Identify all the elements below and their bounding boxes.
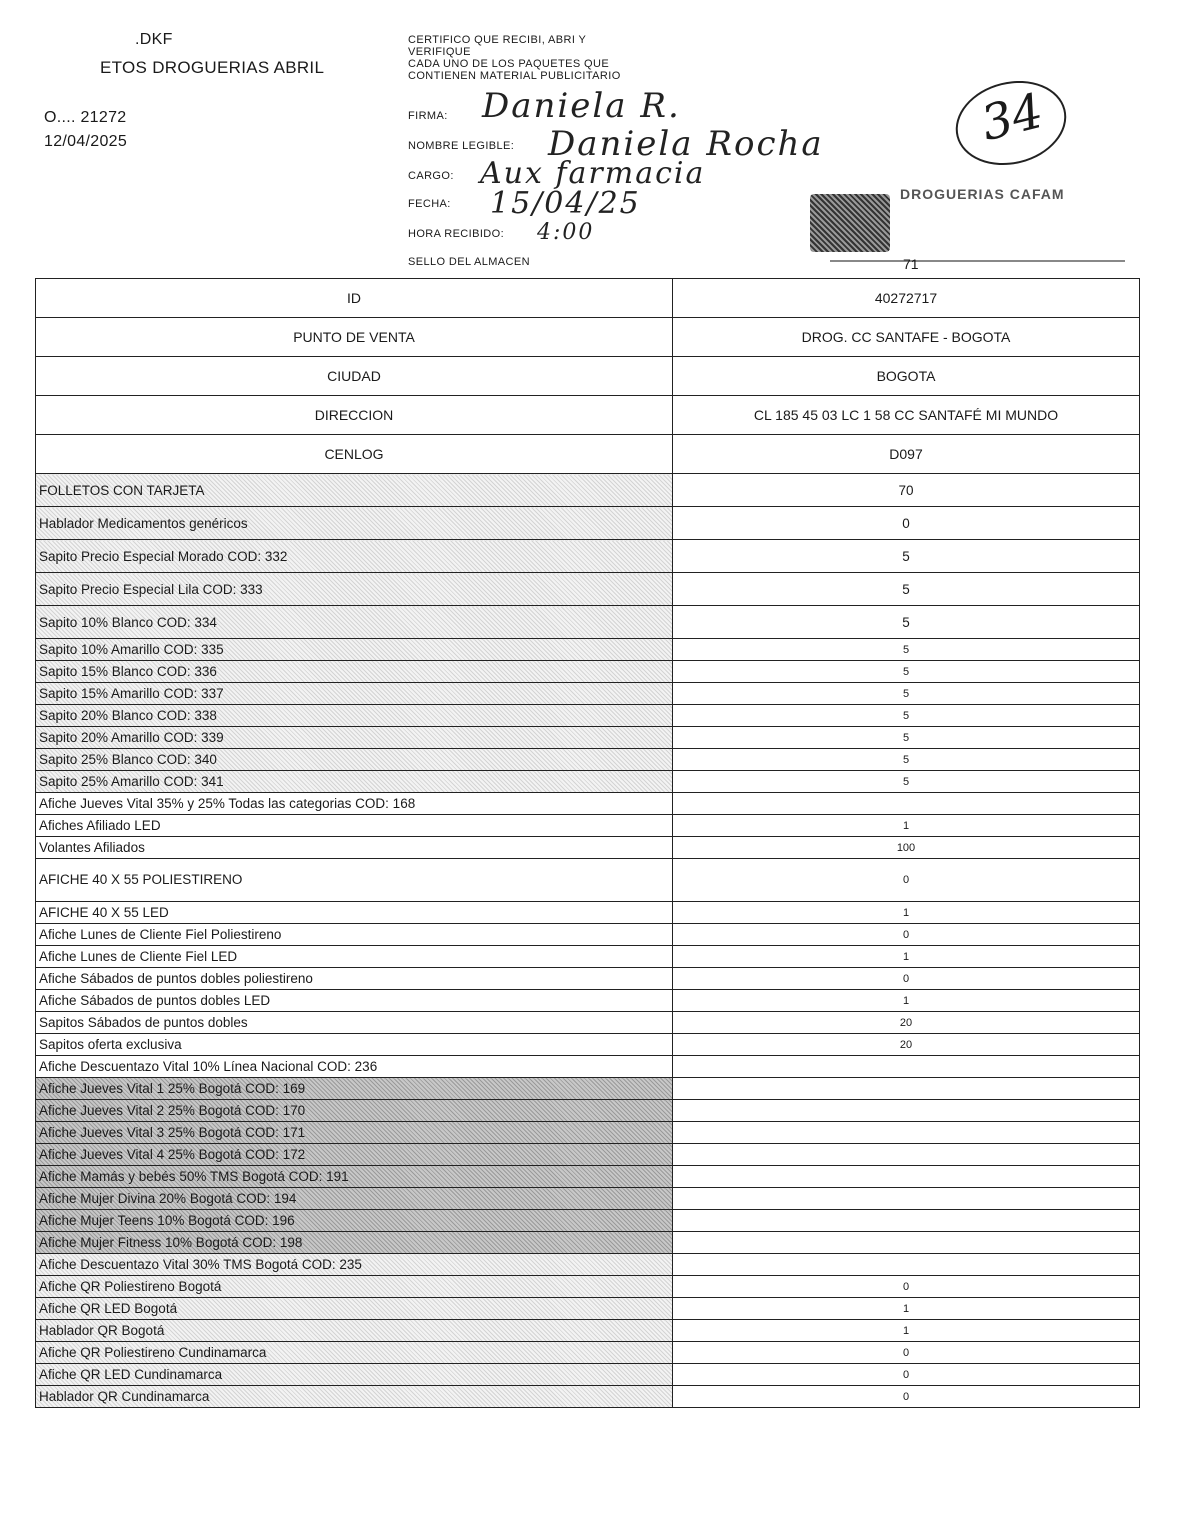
nombre-handwritten: Daniela Rocha: [548, 124, 824, 164]
row-label: Afiche Jueves Vital 4 25% Bogotá COD: 172: [36, 1144, 673, 1166]
cert-line: VERIFIQUE: [408, 46, 471, 58]
row-value: 0: [673, 1276, 1140, 1298]
row-label: ID: [36, 279, 673, 318]
row-value: [673, 1100, 1140, 1122]
row-value: 5: [673, 749, 1140, 771]
table-row: [36, 727, 1140, 749]
row-value: 20: [673, 1012, 1140, 1034]
firma-signature: Daniela R.: [482, 86, 681, 126]
cargo-handwritten: Aux farmacia: [480, 156, 706, 191]
row-label: Sapito 20% Blanco COD: 338: [36, 705, 673, 727]
row-label: Hablador Medicamentos genéricos: [36, 507, 673, 540]
row-value: 1: [673, 902, 1140, 924]
cargo-label: CARGO:: [408, 170, 454, 182]
row-label: Sapito 10% Amarillo COD: 335: [36, 639, 673, 661]
row-value: 5: [673, 661, 1140, 683]
row-label: AFICHE 40 X 55 POLIESTIRENO: [36, 859, 673, 902]
row-label: CIUDAD: [36, 357, 673, 396]
row-value: 1: [673, 946, 1140, 968]
row-value: 0: [673, 968, 1140, 990]
row-value: 0: [673, 1364, 1140, 1386]
table-row: [36, 924, 1140, 946]
row-label: Sapito 20% Amarillo COD: 339: [36, 727, 673, 749]
table-row: [36, 606, 1140, 639]
row-label: Afiche Jueves Vital 1 25% Bogotá COD: 169: [36, 1078, 673, 1100]
nombre-label: NOMBRE LEGIBLE:: [408, 140, 515, 152]
stamp-line: [830, 260, 1125, 262]
row-value: 5: [673, 771, 1140, 793]
table-row: [36, 1012, 1140, 1034]
cert-line: CADA UNO DE LOS PAQUETES QUE: [408, 58, 610, 70]
stamp-number: 71: [903, 256, 919, 272]
table-row: [36, 1122, 1140, 1144]
table-row: [36, 1144, 1140, 1166]
table-row: [36, 573, 1140, 606]
cert-line: CERTIFICO QUE RECIBI, ABRI Y: [408, 34, 587, 46]
row-label: Sapito 15% Blanco COD: 336: [36, 661, 673, 683]
row-value: 5: [673, 639, 1140, 661]
table-row: [36, 859, 1140, 902]
fecha-label: FECHA:: [408, 198, 451, 210]
store-stamp: [800, 180, 1130, 290]
row-value: 5: [673, 683, 1140, 705]
order-number: O.... 21272: [44, 109, 127, 126]
row-label: Hablador QR Bogotá: [36, 1320, 673, 1342]
table-row: [36, 1166, 1140, 1188]
table-row: [36, 279, 1140, 318]
table-row: [36, 435, 1140, 474]
row-value: DROG. CC SANTAFE - BOGOTA: [673, 318, 1140, 357]
table-row: [36, 1386, 1140, 1408]
row-label: FOLLETOS CON TARJETA: [36, 474, 673, 507]
firma-label: FIRMA:: [408, 110, 448, 122]
row-value: 5: [673, 540, 1140, 573]
table-row: [36, 474, 1140, 507]
table-row: [36, 837, 1140, 859]
row-value: 5: [673, 727, 1140, 749]
delivery-table: [35, 278, 1140, 1408]
row-value: 5: [673, 705, 1140, 727]
row-value: 20: [673, 1034, 1140, 1056]
table-row: [36, 1342, 1140, 1364]
row-value: [673, 1254, 1140, 1276]
table-row: [36, 540, 1140, 573]
table-row: [36, 683, 1140, 705]
certificate-text: [408, 34, 708, 82]
row-value: [673, 1188, 1140, 1210]
row-label: Afiche Lunes de Cliente Fiel LED: [36, 946, 673, 968]
table-row: [36, 1100, 1140, 1122]
row-label: Sapito Precio Especial Lila COD: 333: [36, 573, 673, 606]
table-row: [36, 1210, 1140, 1232]
row-label: Hablador QR Cundinamarca: [36, 1386, 673, 1408]
header-title: ETOS DROGUERIAS ABRIL: [100, 58, 325, 77]
stamp-logo-icon: [810, 194, 890, 252]
table-row: [36, 1056, 1140, 1078]
hora-label: HORA RECIBIDO:: [408, 228, 505, 240]
row-label: Afiche QR LED Cundinamarca: [36, 1364, 673, 1386]
table-row: [36, 1364, 1140, 1386]
row-label: CENLOG: [36, 435, 673, 474]
row-label: Afiche Jueves Vital 3 25% Bogotá COD: 171: [36, 1122, 673, 1144]
table-row: [36, 771, 1140, 793]
row-value: 0: [673, 1386, 1140, 1408]
row-value: [673, 1166, 1140, 1188]
row-label: Afiche Sábados de puntos dobles poliestireno: [36, 968, 673, 990]
row-value: 5: [673, 573, 1140, 606]
table-row: [36, 1298, 1140, 1320]
table-row: [36, 1232, 1140, 1254]
row-value: BOGOTA: [673, 357, 1140, 396]
row-value: [673, 1210, 1140, 1232]
row-label: AFICHE 40 X 55 LED: [36, 902, 673, 924]
table-row: [36, 396, 1140, 435]
cert-line: CONTIENEN MATERIAL PUBLICITARIO: [408, 70, 621, 82]
row-value: [673, 793, 1140, 815]
row-value: 0: [673, 859, 1140, 902]
row-value: [673, 1122, 1140, 1144]
row-label: Volantes Afiliados: [36, 837, 673, 859]
hora-handwritten: 4:00: [537, 220, 595, 245]
row-value: [673, 1078, 1140, 1100]
row-label: PUNTO DE VENTA: [36, 318, 673, 357]
table-row: [36, 1276, 1140, 1298]
row-label: Afiche Mujer Divina 20% Bogotá COD: 194: [36, 1188, 673, 1210]
table-row: [36, 990, 1140, 1012]
row-label: Afiche QR Poliestireno Bogotá: [36, 1276, 673, 1298]
row-label: Afiche Mujer Fitness 10% Bogotá COD: 198: [36, 1232, 673, 1254]
table-row: [36, 1188, 1140, 1210]
circled-number: [947, 70, 1076, 177]
row-value: 0: [673, 1342, 1140, 1364]
table-row: [36, 661, 1140, 683]
row-label: Afiche Sábados de puntos dobles LED: [36, 990, 673, 1012]
row-label: Sapito Precio Especial Morado COD: 332: [36, 540, 673, 573]
row-label: Sapito 15% Amarillo COD: 337: [36, 683, 673, 705]
row-value: 1: [673, 990, 1140, 1012]
row-label: Sapitos Sábados de puntos dobles: [36, 1012, 673, 1034]
table-row: [36, 357, 1140, 396]
row-value: 5: [673, 606, 1140, 639]
row-label: Afiches Afiliado LED: [36, 815, 673, 837]
row-label: Sapito 25% Blanco COD: 340: [36, 749, 673, 771]
table-row: [36, 793, 1140, 815]
fecha-handwritten: 15/04/25: [490, 186, 641, 221]
row-value: D097: [673, 435, 1140, 474]
table-row: [36, 946, 1140, 968]
row-value: 1: [673, 1320, 1140, 1342]
row-label: Sapitos oferta exclusiva: [36, 1034, 673, 1056]
table-row: [36, 902, 1140, 924]
table-row: [36, 749, 1140, 771]
row-label: Afiche Jueves Vital 35% y 25% Todas las categorias COD: 168: [36, 793, 673, 815]
table-row: [36, 1078, 1140, 1100]
row-label: Afiche Descuentazo Vital 10% Línea Nacional COD: 236: [36, 1056, 673, 1078]
row-value: CL 185 45 03 LC 1 58 CC SANTAFÉ MI MUNDO: [673, 396, 1140, 435]
row-label: Afiche Jueves Vital 2 25% Bogotá COD: 170: [36, 1100, 673, 1122]
table-row: [36, 1320, 1140, 1342]
table-row: [36, 815, 1140, 837]
row-value: 40272717: [673, 279, 1140, 318]
row-label: Afiche Mujer Teens 10% Bogotá COD: 196: [36, 1210, 673, 1232]
table-row: [36, 318, 1140, 357]
row-label: Sapito 25% Amarillo COD: 341: [36, 771, 673, 793]
row-label: Afiche Mamás y bebés 50% TMS Bogotá COD: 191: [36, 1166, 673, 1188]
table-row: [36, 639, 1140, 661]
table-row: [36, 1254, 1140, 1276]
circled-number-text: 34: [975, 82, 1049, 153]
row-label: DIRECCION: [36, 396, 673, 435]
row-value: 100: [673, 837, 1140, 859]
row-value: 0: [673, 507, 1140, 540]
row-value: 70: [673, 474, 1140, 507]
table-row: [36, 1034, 1140, 1056]
table-row: [36, 968, 1140, 990]
header-line1: .DKF: [135, 31, 173, 48]
row-value: [673, 1056, 1140, 1078]
row-label: Afiche QR LED Bogotá: [36, 1298, 673, 1320]
table-row: [36, 507, 1140, 540]
row-value: [673, 1144, 1140, 1166]
row-label: Sapito 10% Blanco COD: 334: [36, 606, 673, 639]
row-value: [673, 1232, 1140, 1254]
stamp-text: DROGUERIAS CAFAM: [900, 186, 1065, 202]
row-value: 0: [673, 924, 1140, 946]
table-row: [36, 705, 1140, 727]
sello-label: SELLO DEL ALMACEN: [408, 256, 530, 268]
row-label: Afiche Lunes de Cliente Fiel Poliestireno: [36, 924, 673, 946]
row-value: 1: [673, 815, 1140, 837]
row-value: 1: [673, 1298, 1140, 1320]
row-label: Afiche QR Poliestireno Cundinamarca: [36, 1342, 673, 1364]
row-label: Afiche Descuentazo Vital 30% TMS Bogotá COD: 235: [36, 1254, 673, 1276]
header-date: 12/04/2025: [44, 133, 128, 150]
